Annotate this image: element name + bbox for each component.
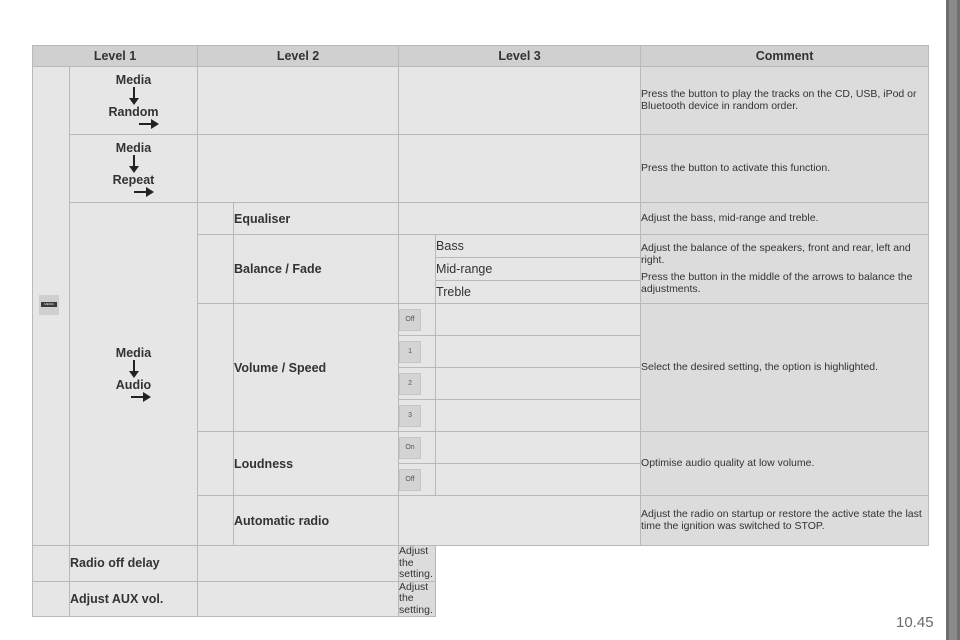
header-row bbox=[33, 46, 929, 67]
comment-radio-off-delay: Adjust the setting. bbox=[399, 546, 436, 582]
loudness-on-button[interactable]: On bbox=[399, 437, 421, 459]
media-button-icon bbox=[39, 295, 59, 315]
nav-repeat bbox=[70, 135, 198, 203]
option-mid-range: Mid-range bbox=[436, 258, 641, 281]
comment-equaliser: Adjust the bass, mid-range and treble. bbox=[641, 203, 929, 235]
nav-from-media: Media bbox=[115, 346, 152, 360]
table-row-random bbox=[33, 67, 929, 135]
comment-loudness: Optimise audio quality at low volume. bbox=[641, 432, 929, 496]
header-level-2: Level 2 bbox=[198, 46, 399, 67]
comment-balance bbox=[641, 235, 929, 304]
nav-to-repeat: Repeat bbox=[112, 172, 155, 187]
scrollbar[interactable] bbox=[946, 0, 960, 640]
level3-radio-off-delay: Radio off delay bbox=[70, 546, 198, 582]
option-bass: Bass bbox=[436, 235, 641, 258]
volume-1-button[interactable]: 1 bbox=[399, 341, 421, 363]
arrow-down-icon bbox=[129, 87, 139, 105]
level3-volume-speed: Volume / Speed bbox=[234, 304, 399, 432]
arrow-right-icon bbox=[131, 392, 151, 402]
comment-aux-vol: Adjust the setting. bbox=[399, 581, 436, 617]
media-button-label: MEDIA bbox=[41, 302, 57, 307]
arrow-right-icon bbox=[134, 187, 154, 197]
comment-balance-1: Adjust the balance of the speakers, front and rear, left and right. bbox=[641, 242, 911, 266]
header-level-1: Level 1 bbox=[33, 46, 198, 67]
scrollbar-thumb[interactable] bbox=[949, 0, 957, 640]
loudness-off-button[interactable]: Off bbox=[399, 469, 421, 491]
table-row-radio-off-delay bbox=[33, 546, 929, 582]
level3-loudness: Loudness bbox=[234, 432, 399, 496]
media-button-cell bbox=[33, 67, 70, 546]
page-number: 10.45 bbox=[896, 614, 934, 631]
header-comment: Comment bbox=[641, 46, 929, 67]
level3-balance-fade: Balance / Fade bbox=[234, 235, 399, 304]
level3-equaliser: Equaliser bbox=[234, 203, 399, 235]
arrow-down-icon bbox=[129, 155, 139, 173]
comment-volume: Select the desired setting, the option is highlighted. bbox=[641, 304, 929, 432]
header-level-3: Level 3 bbox=[399, 46, 641, 67]
volume-2-button[interactable]: 2 bbox=[399, 373, 421, 395]
nav-from-media: Media bbox=[115, 140, 152, 155]
comment-balance-2: Press the button in the middle of the arrows to balance the adjustments. bbox=[641, 271, 913, 295]
level3-aux-vol: Adjust AUX vol. bbox=[70, 581, 198, 617]
nav-audio bbox=[70, 203, 198, 546]
table-row-equaliser bbox=[33, 203, 929, 235]
arrow-right-icon bbox=[139, 119, 159, 129]
nav-to-random: Random bbox=[108, 104, 159, 119]
nav-random bbox=[70, 67, 198, 135]
arrow-down-icon bbox=[129, 360, 139, 378]
volume-off-button[interactable]: Off bbox=[399, 309, 421, 331]
menu-table bbox=[32, 45, 929, 617]
comment-repeat: Press the button to activate this function. bbox=[641, 135, 929, 203]
table-row-repeat bbox=[33, 135, 929, 203]
table-row-aux-vol bbox=[33, 581, 929, 617]
level3-automatic-radio: Automatic radio bbox=[234, 496, 399, 546]
volume-3-button[interactable]: 3 bbox=[399, 405, 421, 427]
comment-random: Press the button to play the tracks on the CD, USB, iPod or Bluetooth device in random order. bbox=[641, 67, 929, 135]
nav-to-audio: Audio bbox=[115, 378, 152, 392]
nav-from-media: Media bbox=[115, 72, 152, 87]
comment-automatic-radio: Adjust the radio on startup or restore the active state the last time the ignition was switched to STOP. bbox=[641, 496, 929, 546]
option-treble: Treble bbox=[436, 281, 641, 304]
